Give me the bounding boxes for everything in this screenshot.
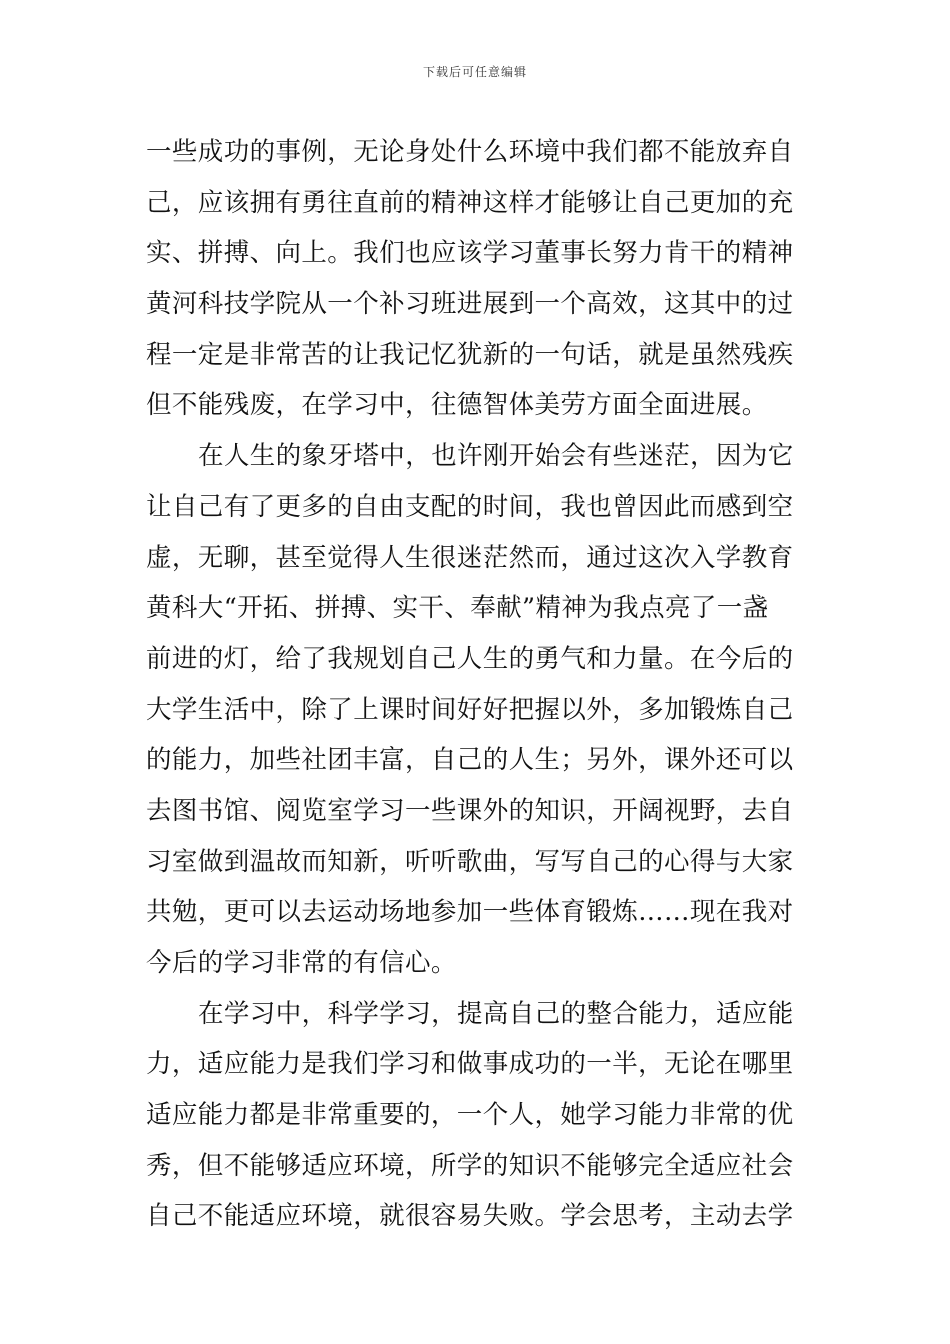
text-line: 在学习中，科学学习，提高自己的整合能力，适应能 (198, 998, 794, 1029)
text-line: 黄科大“开拓、拼搏、实干、奉献”精神为我点亮了一盏 (146, 593, 769, 624)
text-line: 的能力，加些社团丰富，自己的人生；另外，课外还可以 (146, 745, 794, 776)
body-text (146, 127, 806, 1242)
text-line: 前进的灯，给了我规划自己人生的勇气和力量。在今后的 (146, 643, 794, 674)
text-line: 今后的学习非常的有信心。 (146, 948, 457, 978)
text-line: 力，适应能力是我们学习和做事成功的一半，无论在哪里 (146, 1049, 794, 1080)
text-line: 在人生的象牙塔中，也许刚开始会有些迷茫，因为它 (198, 441, 794, 472)
text-line: 程一定是非常苦的让我记忆犹新的一句话，就是虽然残疾 (146, 339, 794, 370)
text-line: 一些成功的事例，无论身处什么环境中我们都不能放弃自 (146, 137, 794, 167)
text-line: 实、拼搏、向上。我们也应该学习董事长努力肯干的精神 (146, 238, 794, 269)
text-line: 虚，无聊，甚至觉得人生很迷茫然而，通过这次入学教育 (146, 542, 794, 573)
text-line: 习室做到温故而知新，听听歌曲，写写自己的心得与大家 (146, 846, 794, 877)
text-line: 让自己有了更多的自由支配的时间，我也曾因此而感到空 (146, 491, 794, 522)
text-line: 自己不能适应环境，就很容易失败。学会思考，主动去学 (146, 1201, 794, 1232)
text-line: 己，应该拥有勇往直前的精神这样才能够让自己更加的充 (146, 187, 794, 218)
text-line: 去图书馆、阅览室学习一些课外的知识，开阔视野，去自 (146, 795, 794, 826)
text-line: 但不能残废，在学习中，往德智体美劳方面全面进展。 (146, 390, 768, 421)
text-line: 适应能力都是非常重要的，一个人，她学习能力非常的优 (146, 1100, 794, 1131)
text-line: 共勉，更可以去运动场地参加一些体育锻炼……现在我对 (146, 897, 794, 928)
text-line: 黄河科技学院从一个补习班进展到一个高效，这其中的过 (146, 289, 794, 320)
page-header: 下载后可任意编辑 (422, 65, 527, 79)
text-line: 秀，但不能够适应环境，所学的知识不能够完全适应社会 (146, 1150, 794, 1181)
text-line: 大学生活中，除了上课时间好好把握以外，多加锻炼自己 (146, 694, 794, 725)
